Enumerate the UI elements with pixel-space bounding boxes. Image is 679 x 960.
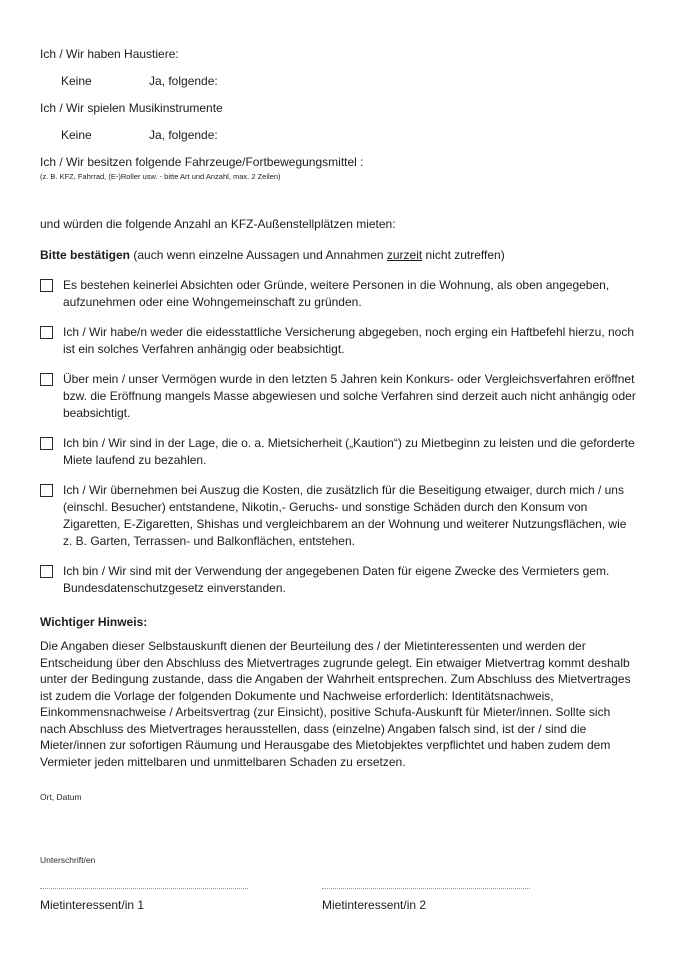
- ort-datum-label: Ort, Datum: [40, 792, 82, 802]
- statement-item: [40, 371, 639, 422]
- parking-question: und würden die folgende Anzahl an KFZ-Außenstellplätzen mieten:: [40, 217, 396, 231]
- signature-line-1: [40, 880, 248, 889]
- statement-text: Ich / Wir habe/n weder die eidesstattliche Versicherung abgegeben, noch erging ein Haftbefehl hierzu, noch ist ein solches Verfahren anhängig oder beabsichtigt.: [63, 325, 635, 356]
- signature-line-2: [322, 880, 530, 889]
- confirm-instruction-mid: (auch wenn einzelne Aussagen und Annahmen: [130, 248, 387, 262]
- statement-item: [40, 324, 639, 358]
- signatory-2-label: Mietinteressent/in 2: [322, 898, 427, 912]
- vehicles-question: Ich / Wir besitzen folgende Fahrzeuge/Fortbewegungsmittel :: [40, 155, 364, 169]
- statement-text: Ich bin / Wir sind mit der Verwendung der angegebenen Daten für eigene Zwecke des Vermieters gem. Bundesdatenschutzgesetz einverstanden.: [63, 564, 610, 595]
- instruments-question: Ich / Wir spielen Musikinstrumente: [40, 101, 223, 115]
- signature-block-1: [40, 880, 248, 914]
- statement-text: Es bestehen keinerlei Absichten oder Gründe, weitere Personen in die Wohnung, als oben angegeben, aufzunehmen oder eine Wohngemeinschaft zu gründen.: [63, 278, 610, 309]
- confirm-instruction: [40, 247, 639, 264]
- statement-checkbox-3[interactable]: [40, 373, 53, 386]
- confirm-instruction-bold: Bitte bestätigen: [40, 248, 131, 262]
- pets-option-keine[interactable]: Keine: [61, 74, 92, 88]
- statement-text: Ich / Wir übernehmen bei Auszug die Kosten, die zusätzlich für die Beseitigung etwaiger, durch mich / uns (einschl. Besucher) entstandene, Nikotin,- Geruchs- und sonstige Schäden durch den Konsum von Zigaretten, E-Zigaretten, Shishas und vergleichbarem an der Wohnung und weiterer Nutzungsflächen, wie z. B. Garten, Terrassen- und Balkonflächen, entstehen.: [63, 483, 627, 548]
- important-notice-title: Wichtiger Hinweis:: [40, 615, 148, 629]
- statement-checkbox-1[interactable]: [40, 279, 53, 292]
- vehicles-hint: (z. B. KFZ, Fahrrad, (E-)Roller usw. - bitte Art und Anzahl, max. 2 Zeilen): [40, 172, 281, 181]
- signatory-1-label: Mietinteressent/in 1: [40, 898, 145, 912]
- important-notice-body: Die Angaben dieser Selbstauskunft dienen der Beurteilung des / der Mietinteressenten und werden der Entscheidung über den Abschluss des Mietvertrages zugrunde gelegt. Ein etwaiger Mietvertrag kommt deshalb unter der Bedingung zustande, dass die Angaben der Wahrheit entsprechen. Zum Abschluss des Mietvertrages ist zudem die Vorlage der folgenden Dokumente und Nachweise erforderlich: Identitätsnachweis, Einkommensnachweise / Arbeitsvertrag (zur Einsicht), positive Schufa-Auskunft für Mieter/innen. Sollte sich nach Abschluss des Mietvertrages herausstellen, dass (einzelne) Angaben falsch sind, ist der / sind die Mieter/innen zur sofortigen Räumung und Herausgabe des Mietobjektes verpflichtet und haben zudem dem Vermieter jeden mittelbaren und unmittelbaren Schaden zu ersetzen.: [40, 639, 631, 769]
- statement-item: [40, 482, 639, 550]
- unterschrift-label: Unterschrift/en: [40, 855, 96, 865]
- statement-text: Über mein / unser Vermögen wurde in den letzten 5 Jahren kein Konkurs- oder Vergleichsverfahren eröffnet bzw. die Eröffnung mangels Masse abgewiesen und solche Verfahren sind derzeit auch nicht anhängig oder beabsichtigt.: [63, 372, 636, 420]
- pets-options: [40, 73, 639, 90]
- pets-question: Ich / Wir haben Haustiere:: [40, 47, 179, 61]
- instruments-option-keine[interactable]: Keine: [61, 128, 92, 142]
- statement-checkbox-4[interactable]: [40, 437, 53, 450]
- statement-checkbox-2[interactable]: [40, 326, 53, 339]
- statement-item: [40, 563, 639, 597]
- confirm-instruction-after: nicht zutreffen): [422, 248, 505, 262]
- statement-item: [40, 277, 639, 311]
- signature-row: [40, 880, 639, 914]
- instruments-option-ja[interactable]: Ja, folgende:: [149, 128, 218, 142]
- statement-checkbox-5[interactable]: [40, 484, 53, 497]
- signature-block-2: [322, 880, 530, 914]
- statement-item: [40, 435, 639, 469]
- pets-option-ja[interactable]: Ja, folgende:: [149, 74, 218, 88]
- statement-text: Ich bin / Wir sind in der Lage, die o. a. Mietsicherheit („Kaution“) zu Mietbeginn zu leisten und die geforderte Miete laufend zu bezahlen.: [63, 436, 635, 467]
- instruments-options: [40, 127, 639, 144]
- confirm-instruction-underlined: zurzeit: [386, 248, 423, 262]
- statement-checkbox-6[interactable]: [40, 565, 53, 578]
